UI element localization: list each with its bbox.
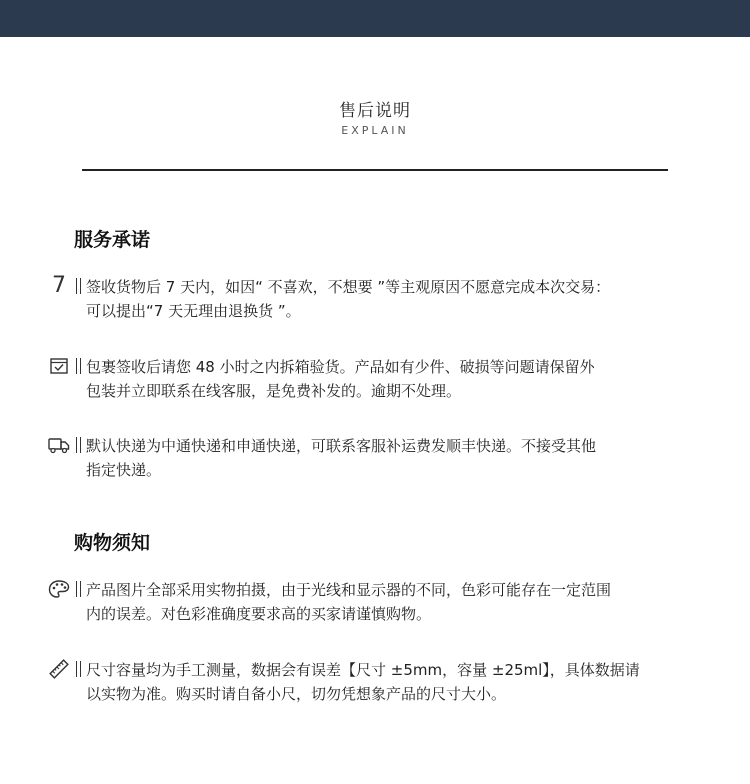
service-item-line: 默认快递为中通快递和申通快递，可联系客服补运费发顺丰快递。不接受其他	[86, 437, 597, 455]
service-item-line: 包裹签收后请您 48 小时之内拆箱验货。产品如有少件、破损等问题请保留外	[86, 358, 595, 376]
separator-bar	[76, 278, 81, 294]
separator-bar	[76, 581, 81, 597]
service-item-line: 可以提出“7 天无理由退换货 ”。	[86, 302, 301, 320]
notice-item-line: 尺寸容量均为手工测量，数据会有误差【尺寸 ±5mm，容量 ±25ml】，具体数据请	[86, 661, 640, 679]
notice-item-line: 内的误差。对色彩准确度要求高的买家请谨慎购物。	[86, 605, 432, 623]
package-check-icon	[48, 355, 70, 377]
service-item-line: 指定快递。	[86, 461, 162, 479]
separator-bar	[76, 661, 81, 677]
service-item-line: 签收货物后 7 天内，如因“ 不喜欢，不想要 ”等主观原因不愿意完成本次交易：	[86, 278, 611, 296]
separator-bar	[76, 437, 81, 453]
service-item-line: 包装并立即联系在线客服，是免费补发的。逾期不处理。	[86, 382, 462, 400]
notice-item-line: 以实物为准。购买时请自备小尺，切勿凭想象产品的尺寸大小。	[86, 685, 507, 703]
notice-heading: 购物须知	[74, 532, 151, 554]
divider	[82, 169, 668, 171]
service-heading: 服务承诺	[74, 229, 151, 251]
delivery-truck-icon	[48, 434, 70, 456]
seven-days-icon: 7	[52, 273, 66, 298]
ruler-icon	[48, 658, 70, 680]
page-title: 售后说明	[339, 101, 411, 121]
palette-icon	[48, 578, 70, 600]
page-subtitle: EXPLAIN	[341, 124, 409, 137]
separator-bar	[76, 358, 81, 374]
notice-item-line: 产品图片全部采用实物拍摄，由于光线和显示器的不同，色彩可能存在一定范围	[86, 581, 612, 599]
top-banner	[0, 0, 750, 37]
